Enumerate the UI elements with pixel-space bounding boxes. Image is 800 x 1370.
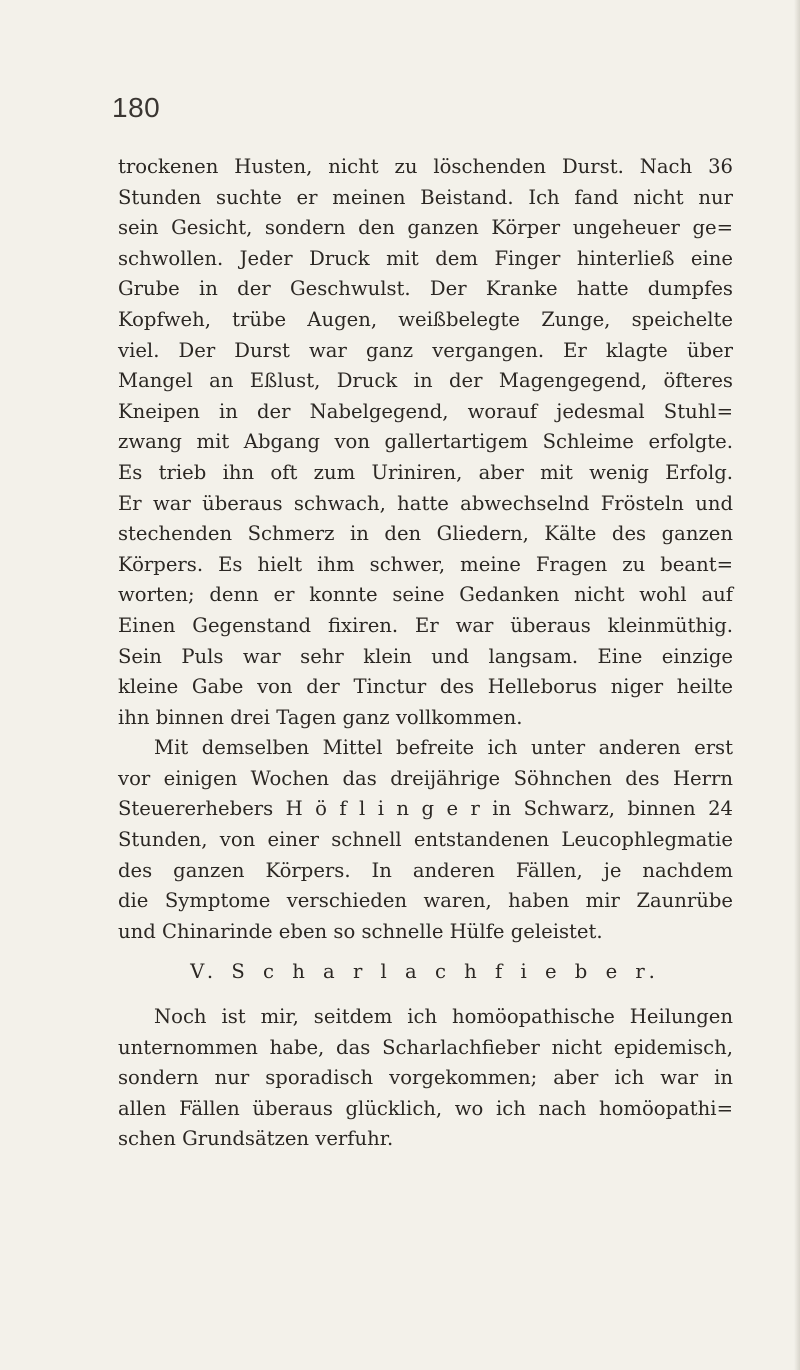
section-heading: V. S c h a r l a c h f i e b e r. <box>190 960 661 984</box>
text-line: und Chinarinde eben so schnelle Hülfe geleistet. <box>118 919 603 943</box>
text-line: sondern nur sporadisch vorgekommen; aber ich war in <box>118 1066 733 1090</box>
text-line: Sein Puls war sehr klein und langsam. Eine einzige <box>118 644 733 668</box>
text-line: Stunden, von einer schnell entstandenen Leucophlegmatie <box>118 828 733 852</box>
text-line: Es trieb ihn oft zum Uriniren, aber mit wenig Erfolg. <box>118 460 733 484</box>
text-line: Körpers. Es hielt ihm schwer, meine Fragen zu beant= <box>118 552 733 576</box>
text-line: stechenden Schmerz in den Gliedern, Kälte des ganzen <box>118 522 733 546</box>
text-line: schwollen. Jeder Druck mit dem Finger hinterließ eine <box>118 246 733 270</box>
text-line: unternommen habe, das Scharlachfieber nicht epidemisch, <box>118 1035 733 1059</box>
page-body <box>118 152 733 1155</box>
text-line: die Symptome verschieden waren, haben mir Zaunrübe <box>118 889 733 913</box>
text-line: Steuererhebers H ö f l i n g e r in Schwarz, binnen 24 <box>118 797 733 821</box>
text-line: Grube in der Geschwulst. Der Kranke hatte dumpfes <box>118 277 733 301</box>
text-line: schen Grundsätzen verfuhr. <box>118 1127 394 1151</box>
text-line: vor einigen Wochen das dreijährige Söhnchen des Herrn <box>118 766 733 790</box>
text-line: Mit demselben Mittel befreite ich unter anderen erst <box>154 736 733 760</box>
text-line: Einen Gegenstand fixiren. Er war überaus kleinmüthig. <box>118 613 733 637</box>
text-line: zwang mit Abgang von gallertartigem Schleime erfolgte. <box>118 430 733 454</box>
text-line: ihn binnen drei Tagen ganz vollkommen. <box>118 705 523 729</box>
page-edge-shadow <box>794 0 800 1370</box>
text-line: Er war überaus schwach, hatte abwechselnd Frösteln und <box>118 491 733 515</box>
text-line: viel. Der Durst war ganz vergangen. Er klagte über <box>118 338 733 362</box>
text-line: sein Gesicht, sondern den ganzen Körper ungeheuer ge= <box>118 216 733 240</box>
page-number: 180 <box>112 92 161 123</box>
text-line: des ganzen Körpers. In anderen Fällen, je nachdem <box>118 858 733 882</box>
text-line: Mangel an Eßlust, Druck in der Magengegend, öfteres <box>118 369 733 393</box>
text-line: kleine Gabe von der Tinctur des Helleborus niger heilte <box>118 675 733 699</box>
text-line: Stunden suchte er meinen Beistand. Ich fand nicht nur <box>118 185 733 209</box>
paragraph-case-continuation <box>118 152 733 733</box>
paragraph-scarlet-fever <box>118 1002 733 1155</box>
paragraph-second-case <box>118 733 733 947</box>
text-line: allen Fällen überaus glücklich, wo ich nach homöopathi= <box>118 1096 733 1120</box>
text-line: worten; denn er konnte seine Gedanken nicht wohl auf <box>118 583 733 607</box>
text-line: Noch ist mir, seitdem ich homöopathische Heilungen <box>154 1005 733 1029</box>
text-line: Kneipen in der Nabelgegend, worauf jedesmal Stuhl= <box>118 399 733 423</box>
text-line: Kopfweh, trübe Augen, weißbelegte Zunge, speichelte <box>118 307 733 331</box>
text-line: trockenen Husten, nicht zu löschenden Durst. Nach 36 <box>118 155 733 178</box>
